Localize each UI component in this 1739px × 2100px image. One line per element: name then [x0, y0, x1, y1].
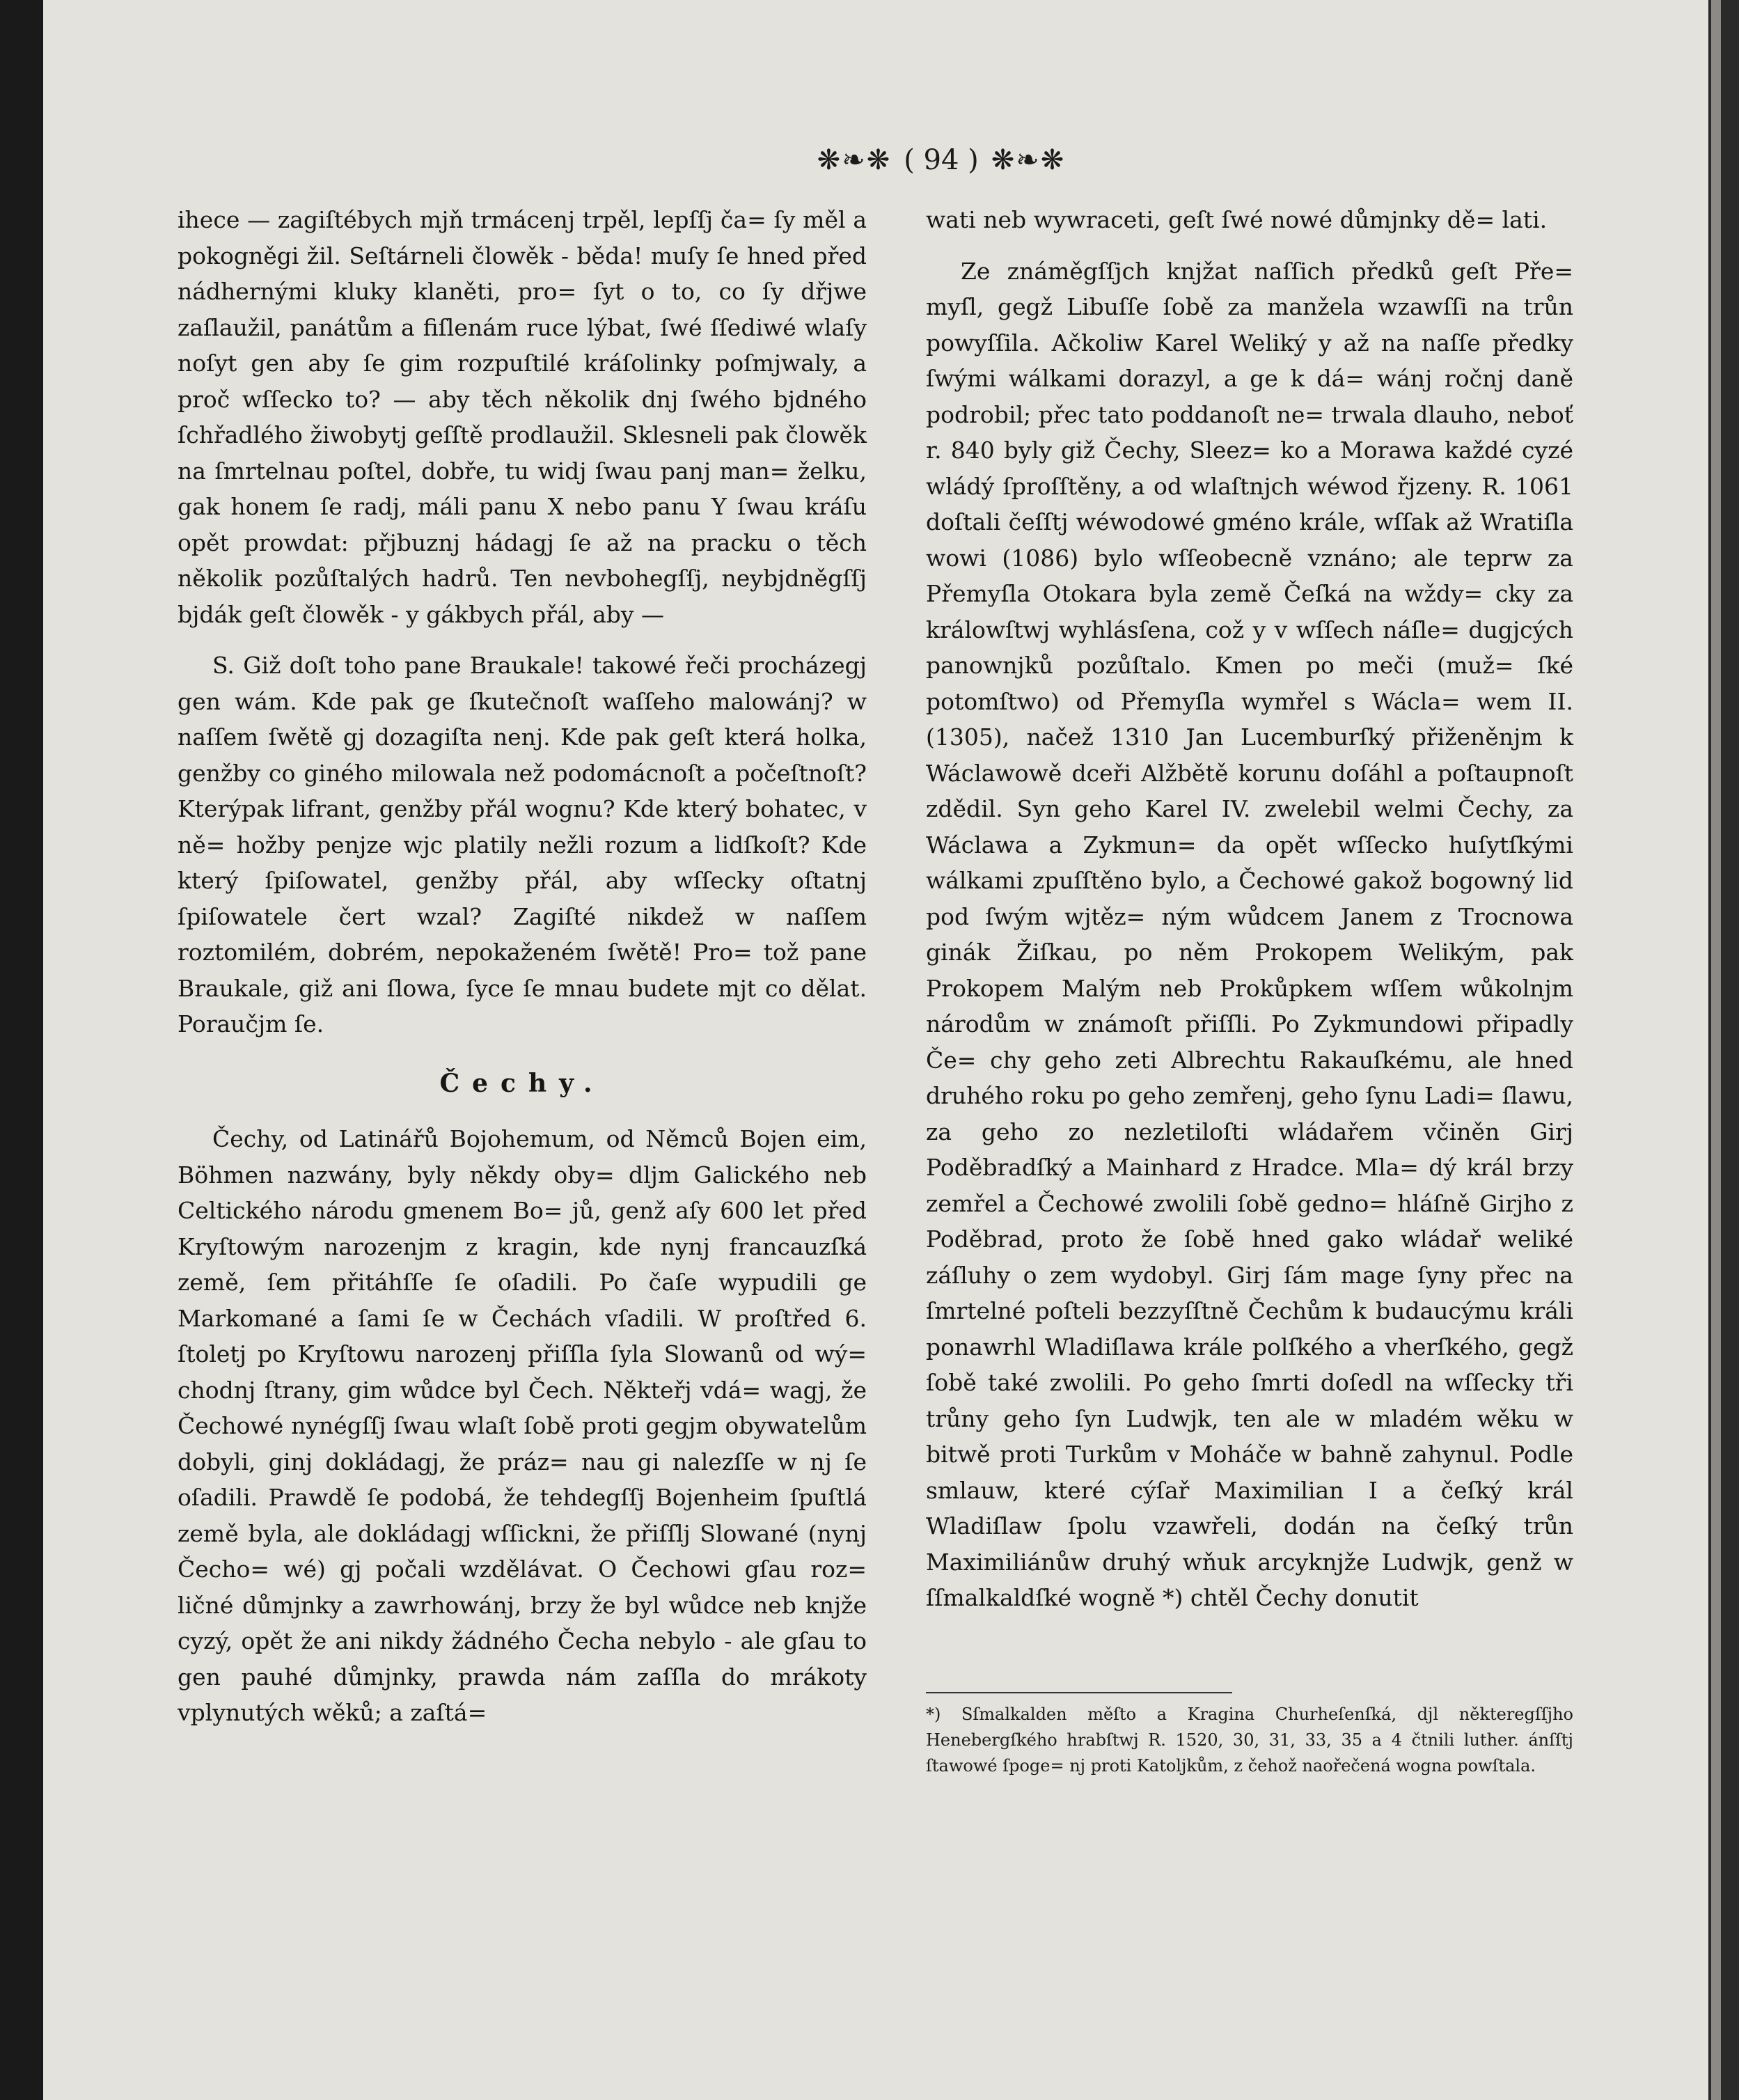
footnote	[926, 1702, 1573, 1779]
section-title: Čechy.	[439, 1068, 605, 1098]
right-paragraph-2: Ze známěgſſjch knjžat naſſich předků geſt Pře= myſl, gegž Libuſſe ſobě za manžela wzawſſi na trůn powyſſila. Ačkoliw Karel Weliký y až na naſſe předky ſwými wálkami dorazyl, a ge k dá= wánj ročnj daně podrobil; přec tato poddanoſt ne= trwala dlauho, neboť r. 840 byly giž Čechy, Sleez= ko a Morawa každé cyzé wládý ſproſſtěny, a od wlaſtnjch wéwod řjzeny. R. 1061 doſtali čeſſtj wéwodowé gméno krále, wſſak až Wratiſla wowi (1086) bylo wſſeobecně vznáno; ale teprw za Přemyſla Otokara byla země Čeſká na wždy= cky za králowſtwj wyhlásſena, což y v wſſech náſle= dugjcých panownjků pozůſtalo. Kmen po meči (muž= ſké potomſtwo) od Přemyſla wymřel s Wácla= wem II. (1305), načež 1310 Jan Lucemburſký přiženěnjm k Wáclawowě dceři Alžbětě korunu doſáhl a poſtaupnoſt zdědil. Syn geho Karel IV. zwelebil welmi Čechy, za Wáclawa a Zykmun= da opět wſſecko huſytſkými wálkami zpuſſtěno bylo, a Čechowé gakož bogowný lid pod ſwým wjtěz= ným wůdcem Janem z Trocnowa ginák Žiſkau, po něm Prokopem Welikým, pak Prokopem Malým neb Prokůpkem wſſem wůkolnjm národům w známoſt přiſſli. Po Zykmundowi připadly Če= chy geho zeti Albrechtu Rakauſkému, ale hned druhého roku po geho zemřenj, geho ſynu Ladi= ſlawu, za geho zo nezletiloſti wládařem včiněn Girj Poděbradſký a Mainhard z Hradce. Mla= dý král brzy zemřel a Čechowé zwolili ſobě gedno= hláſně Girjho z Poděbrad, proto že ſobě hned gako wládař weliké záſluhy o zem wydobyl. Girj ſám mage ſyny přec na ſmrtelné poſteli bezzyſſtně Čechům k budaucýmu králi ponawrhl Wladiſlawa krále polſkého a vherſkého, gegž ſobě také zwolili. Po geho ſmrti doſedl na wſſecky tři trůny geho ſyn Ludwjk, ten ale w mladém wěku w bitwě proti Turkům v Moháče w bahně zahynul. Podle smlauw, které cýſař Maximilian I a čeſký král Wladiſlaw ſpolu vzawřeli, dodán na čeſký trůn Maximiliánůw druhý wňuk arcyknjže Ludwjk, genž w ſſmalkaldſké wogně *) chtěl Čechy donutit	[926, 257, 1573, 1611]
right-column	[926, 202, 1573, 1616]
scan-edge	[1708, 0, 1739, 2100]
page-number: ( 94 )	[904, 144, 979, 176]
ornament-left: ❋❧❋	[817, 144, 892, 176]
left-paragraph-2: S. Giž doſt toho pane Braukale! takowé řeči procházegj gen wám. Kde pak ge ſkutečnoſt waſſeho malowánj? w naſſem ſwětě gj dozagiſta nenj. Kde pak geſt která holka, genžby co giného milowala než podomácnoſt a počeſtnoſt? Kterýpak lifrant, genžby přál wognu? Kde který bohatec, v ně= hožby penjze wjc platily nežli rozum a lidſkoſt? Kde který ſpiſowatel, genžby přál, aby wſſecky oſtatnj ſpiſowatele čert wzal? Zagiſté nikdež w naſſem roztomilém, dobrém, nepokaženém ſwětě! Pro= tož pane Braukale, giž ani ſlowa, ſyce ſe mnau budete mjt co dělat. Poraučjm ſe.	[178, 652, 867, 1037]
left-paragraph-1: ihece — zagiſtébych mjň trmácenj trpěl, lepſſj ča= ſy měl a pokogněgi žil. Seſtárneli člowěk - běda! muſy ſe hned před nádhernými kluky klaněti, pro= ſyt o to, co ſy dřjwe zaſlaužil, panátům a fiſlenám ruce lýbat, ſwé ſſediwé wlaſy noſyt gen aby ſe gim rozpuſtilé kráſolinky poſmjwaly, a proč wſſecko to? — aby těch několik dnj ſwého bjdného ſchřadlého žiwobytj geſſtě prodlaužil. Sklesneli pak člowěk na ſmrtelnau poſtel, dobře, tu widj ſwau panj man= želku, gak honem ſe radj, máli panu X nebo panu Y ſwau kráſu opět prowdat: přjbuznj hádagj ſe až na pracku o těch několik pozůſtalých hadrů. Ten nevbohegſſj, neybjdněgſſj bjdák geſt člowěk - y gákbych přál, aby —	[178, 206, 867, 628]
footnote-text: *) Sſmalkalden měſto a Kragina Churheſenſká, djl některegſſjho Henebergſkého hrabſtwj R. 1520, 30, 31, 33, 35 a 4 čtnili luther. ánſſtj ſtawowé ſpoge= nj proti Katoljkům, z čehož naořečená wogna powſtala.	[926, 1705, 1573, 1776]
left-paragraph-3: Čechy, od Latinářů Bojohemum, od Němců Bojen eim, Böhmen nazwány, byly někdy oby= dljm Galického neb Celtického národu gmenem Bo= jů, genž aſy 600 let před Kryſtowým narozenjm z kragin, kde nynj francauzſká země, ſem přitáhſſe ſe oſadili. Po čaſe wypudili ge Markomané a ſami ſe w Čechách vſadili. W proſtřed 6. ſtoletj po Kryſtowu narozenj přiſſla ſyla Slowanů od wý= chodnj ſtrany, gim wůdce byl Čech. Někteřj vdá= wagj, že Čechowé nynégſſj ſwau wlaſt ſobě proti gegjm obywatelům dobyli, ginj dokládagj, že práz= nau gi nalezſſe w nj ſe oſadili. Prawdě ſe podobá, že tehdegſſj Bojenheim ſpuſtlá země byla, ale dokládagj wſſickni, že přiſſlj Slowané (nynj Čecho= wé) gj počali wzdělávat. O Čechowi gſau roz= ličné důmjnky a zawrhowánj, brzy že byl wůdce neb knjže cyzý, opět že ani nikdy žádného Čecha nebylo - ale gſau to gen pauhé důmjnky, prawda nám zaſſla do mrákoty vplynutých wěků; a zaſtá=	[178, 1125, 867, 1726]
left-column	[178, 202, 867, 1731]
right-paragraph-1: wati neb wywraceti, geſt ſwé nowé důmjnky dě= lati.	[926, 206, 1548, 233]
ornament-right: ❋❧❋	[991, 144, 1066, 176]
page-header	[781, 139, 1101, 181]
next-page-edge	[1711, 0, 1721, 2100]
footnote-divider	[926, 1692, 1232, 1693]
